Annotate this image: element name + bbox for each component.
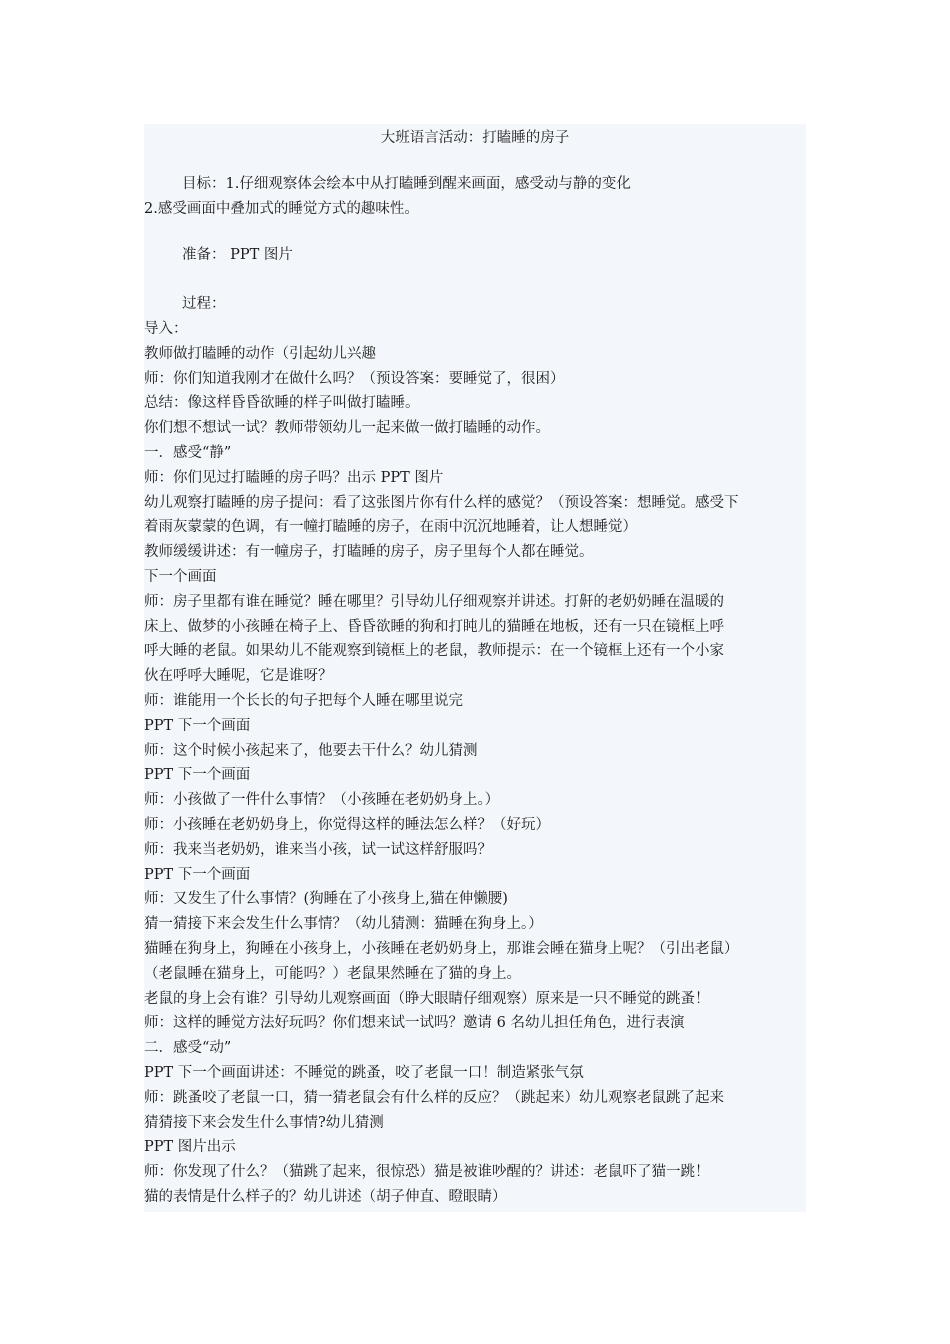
goal-line-1: 目标：1.仔细观察体会绘本中从打瞌睡到醒来画面，感受动与静的变化 xyxy=(182,176,631,192)
body-line: 猜一猜接下来会发生什么事情？（幼儿猜测：猫睡在狗身上。） xyxy=(144,916,543,933)
body-line: 总结：像这样昏昏欲睡的样子叫做打瞌睡。 xyxy=(144,395,420,412)
body-line: 师：我来当老奶奶，谁来当小孩，试一试这样舒服吗？ xyxy=(144,841,492,858)
body-line: PPT 图片出示 xyxy=(144,1139,236,1156)
body-line: 伙在呼呼大睡呢，它是谁呀？ xyxy=(144,668,333,685)
body-line: 教师做打瞌睡的动作（引起幼儿兴趣 xyxy=(144,345,376,362)
body-line: 呼大睡的老鼠。如果幼儿不能观察到镜框上的老鼠，教师提示：在一个镜框上还有一个小家 xyxy=(144,643,724,660)
body-line: 猜猜接下来会发生什么事情?幼儿猜测 xyxy=(144,1114,384,1131)
body-line: 师：这样的睡觉方法好玩吗？你们想来试一试吗？邀请 6 名幼儿担任角色，进行表演 xyxy=(144,1015,685,1032)
body-line: 猫睡在狗身上，狗睡在小孩身上，小孩睡在老奶奶身上，那谁会睡在猫身上呢？（引出老鼠） xyxy=(144,941,739,957)
body-line: 导入： xyxy=(144,321,188,337)
body-line: 二．感受“动” xyxy=(144,1040,232,1057)
body-line: 猫的表情是什么样子的？幼儿讲述（胡子伸直、瞪眼睛） xyxy=(144,1189,507,1205)
body-line: 一．感受“静” xyxy=(144,445,232,461)
process-heading: 过程： xyxy=(182,296,226,312)
body-line: 你们想不想试一试？教师带领幼儿一起来做一做打瞌睡的动作。 xyxy=(144,420,550,437)
goal-line-2: 2.感受画面中叠加式的睡觉方式的趣味性。 xyxy=(144,201,419,217)
body-line: 着雨灰蒙蒙的色调，有一幢打瞌睡的房子，在雨中沉沉地睡着，让人想睡觉） xyxy=(144,519,637,536)
document-body xyxy=(144,124,806,1212)
body-line: 师：你们知道我刚才在做什么吗？（预设答案：要睡觉了，很困） xyxy=(144,370,565,387)
body-line: 老鼠的身上会有谁？引导幼儿观察画面（睁大眼睛仔细观察）原来是一只不睡觉的跳蚤！ xyxy=(144,990,710,1007)
body-line: （老鼠睡在猫身上，可能吗？）老鼠果然睡在了猫的身上。 xyxy=(144,965,521,982)
body-line: 师：房子里都有谁在睡觉？睡在哪里？引导幼儿仔细观察并讲述。打鼾的老奶奶睡在温暖的 xyxy=(144,593,724,610)
preparation-line: 准备： PPT 图片 xyxy=(182,247,293,263)
body-line: PPT 下一个画面 xyxy=(144,866,251,883)
body-line: 幼儿观察打瞌睡的房子提问：看了这张图片你有什么样的感觉？（预设答案：想睡觉。感受下 xyxy=(144,494,739,511)
body-line: 床上、做梦的小孩睡在椅子上、昏昏欲睡的狗和打盹儿的猫睡在地板，还有一只在镜框上呼 xyxy=(144,618,724,635)
body-line: 师：跳蚤咬了老鼠一口，猜一猜老鼠会有什么样的反应？（跳起来）幼儿观察老鼠跳了起来 xyxy=(144,1089,724,1106)
body-line: PPT 下一个画面讲述：不睡觉的跳蚤，咬了老鼠一口！制造紧张气氛 xyxy=(144,1065,584,1081)
body-line: 师：又发生了什么事情？(狗睡在了小孩身上,猫在伸懒腰) xyxy=(144,891,508,908)
body-line: 师：这个时候小孩起来了，他要去干什么？幼儿猜测 xyxy=(144,742,478,759)
body-line: 师：谁能用一个长长的句子把每个人睡在哪里说完 xyxy=(144,693,463,709)
body-line: 教师缓缓讲述：有一幢房子，打瞌睡的房子，房子里每个人都在睡觉。 xyxy=(144,544,594,561)
body-line: PPT 下一个画面 xyxy=(144,717,251,734)
page-title: 大班语言活动：打瞌睡的房子 xyxy=(380,130,570,146)
body-line: 师：你发现了什么？（猫跳了起来，很惊恐）猫是被谁吵醒的？讲述：老鼠吓了猫一跳！ xyxy=(144,1164,710,1181)
body-line: 师：小孩睡在老奶奶身上，你觉得这样的睡法怎么样？（好玩） xyxy=(144,817,550,833)
body-line: PPT 下一个画面 xyxy=(144,767,251,784)
body-line: 下一个画面 xyxy=(144,569,217,585)
body-line: 师：小孩做了一件什么事情？（小孩睡在老奶奶身上。） xyxy=(144,792,500,809)
body-line: 师：你们见过打瞌睡的房子吗？出示 PPT 图片 xyxy=(144,469,444,486)
